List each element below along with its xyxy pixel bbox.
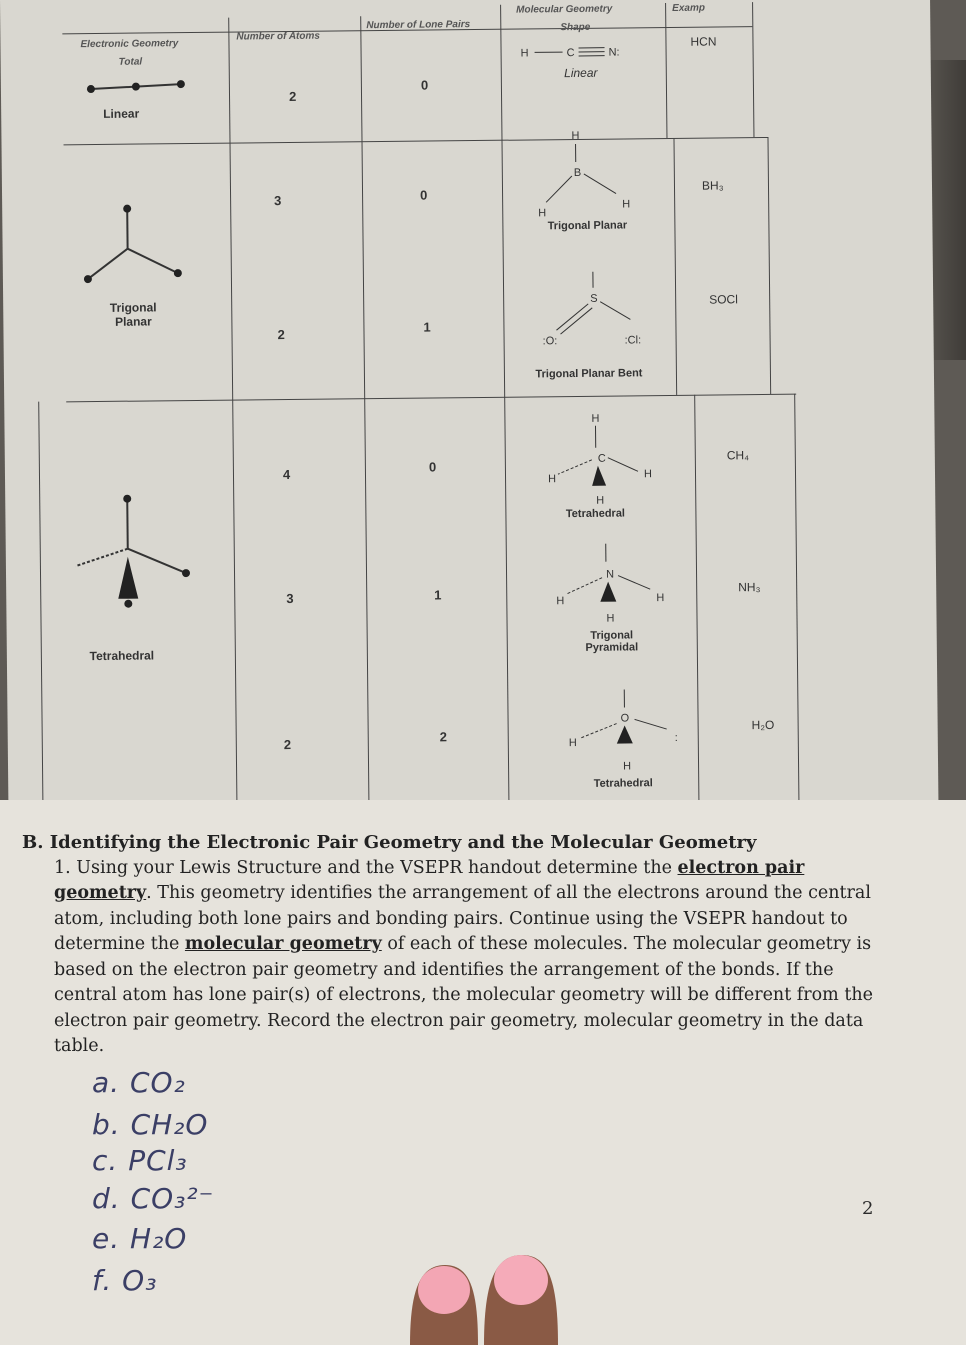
- term-molecular-geometry: molecular geometry: [184, 934, 382, 954]
- header-example: Examp: [672, 2, 705, 14]
- svg-text:H: H: [622, 198, 631, 211]
- row-1-example: HCN: [690, 34, 717, 49]
- handwritten-item-c: c. PCl₃: [92, 1144, 188, 1177]
- svg-text:N: N: [605, 568, 615, 581]
- header-number-of-atoms: Number of Atoms: [236, 30, 320, 43]
- ch4-structure: [539, 407, 670, 508]
- instruction-paragraph: [54, 856, 882, 1060]
- fingertips-photo-element: [400, 1250, 580, 1345]
- hcn-structure: [520, 37, 650, 68]
- svg-text::Cl:: :Cl:: [624, 334, 642, 347]
- svg-text:H: H: [606, 612, 615, 625]
- handwritten-item-a: a. CO₂: [92, 1066, 186, 1099]
- row-6-atoms: 2: [283, 736, 292, 753]
- group-label-tetrahedral: Tetrahedral: [89, 648, 155, 664]
- svg-text:H: H: [547, 473, 557, 486]
- svg-text::: :: [674, 731, 678, 744]
- row-4-example: CH₄: [726, 448, 750, 463]
- page-number: 2: [862, 1198, 874, 1219]
- electron-geometry-diagrams: [71, 68, 207, 629]
- svg-text:C: C: [597, 452, 606, 465]
- svg-text:H: H: [596, 494, 605, 507]
- svg-text:S: S: [590, 292, 598, 305]
- svg-text:H: H: [538, 207, 547, 220]
- handwritten-item-e: e. H₂O: [92, 1222, 188, 1255]
- svg-text:H: H: [556, 595, 565, 608]
- row-5-lone-pairs: 1: [434, 587, 442, 603]
- svg-text:O: O: [620, 712, 630, 725]
- row-5-atoms: 3: [286, 590, 294, 607]
- svg-text:H: H: [643, 468, 653, 481]
- row-4-lone-pairs: 0: [428, 459, 437, 475]
- row-6-example: H₂O: [751, 717, 775, 733]
- row-3-example: SOCl: [709, 292, 738, 307]
- svg-text:H: H: [568, 737, 577, 750]
- row-3-lone-pairs: 1: [423, 319, 431, 335]
- socl-structure: [538, 253, 669, 354]
- handwritten-item-b: b. CH₂O: [92, 1108, 209, 1141]
- svg-text:H: H: [591, 412, 600, 425]
- handwritten-item-f: f. O₃: [92, 1264, 158, 1297]
- row-3-atoms: 2: [277, 327, 285, 343]
- row-2-shape: Trigonal Planar: [547, 219, 628, 233]
- header-electronic-geometry: Electronic Geometry: [80, 38, 179, 51]
- group-label-trigonal-planar: Trigonal Planar: [109, 300, 157, 329]
- section-heading: B. Identifying the Electronic Pair Geometry and the Molecular Geometry: [22, 832, 757, 853]
- header-lone-pairs: Number of Lone Pairs: [366, 19, 471, 32]
- instruction-text-1: Using your Lewis Structure and the VSEPR handout determine the: [76, 857, 678, 878]
- svg-text:H: H: [656, 592, 665, 605]
- svg-text:H: H: [520, 47, 529, 60]
- nh3-structure: [546, 533, 677, 624]
- term-electron-pair-geometry: electron pair geometry: [54, 857, 805, 903]
- row-2-atoms: 3: [274, 193, 282, 209]
- instruction-text-3: of each of these molecules. The molecular geometry is based on the electron pair geometry and identifies the arrangement of the bonds. If the central atom has lone pair(s) of electrons, the molecular geometry will be different from the electron pair geometry. Record the electron pair geometry, molecular geometry in the data table.: [54, 934, 873, 1056]
- tetrahedral-diagram: [71, 494, 191, 608]
- header-total: Total: [118, 56, 143, 68]
- svg-text:H: H: [571, 129, 580, 143]
- header-molecular-geometry: Molecular Geometry: [516, 3, 613, 16]
- linear-diagram: [87, 80, 185, 93]
- svg-text:C: C: [566, 46, 575, 60]
- row-1-shape: Linear: [564, 65, 598, 81]
- row-2-example: BH₃: [701, 178, 724, 193]
- row-5-example: NH₃: [738, 580, 761, 595]
- trigonal-planar-diagram: [83, 204, 182, 283]
- handwritten-item-d: d. CO₃²⁻: [92, 1182, 215, 1215]
- row-4-shape: Tetrahedral: [565, 507, 626, 521]
- row-6-lone-pairs: 2: [439, 729, 448, 745]
- bh3-structure: [531, 123, 652, 219]
- item-number: 1.: [54, 857, 71, 878]
- instruction-text-2: . This geometry identifies the arrangement of all the electrons around the central atom, including both lone pairs and bonding pairs. Continue using the VSEPR handout to determine the: [54, 883, 871, 954]
- row-1-atoms: 2: [288, 88, 297, 104]
- row-5-shape: Trigonal Pyramidal: [585, 629, 639, 654]
- row-6-shape: Tetrahedral: [593, 777, 653, 790]
- header-shape: Shape: [560, 21, 591, 34]
- row-2-lone-pairs: 0: [419, 187, 428, 203]
- section-b: [22, 830, 882, 1060]
- row-3-shape: Trigonal Planar Bent: [535, 367, 643, 381]
- svg-text:N:: N:: [608, 46, 620, 59]
- row-4-atoms: 4: [282, 466, 291, 483]
- svg-text:H: H: [622, 760, 632, 773]
- svg-text:B: B: [573, 166, 582, 179]
- group-label-linear: Linear: [103, 106, 140, 121]
- svg-text::O:: :O:: [542, 335, 558, 348]
- h2o-structure: [562, 679, 693, 775]
- row-1-lone-pairs: 0: [420, 77, 429, 93]
